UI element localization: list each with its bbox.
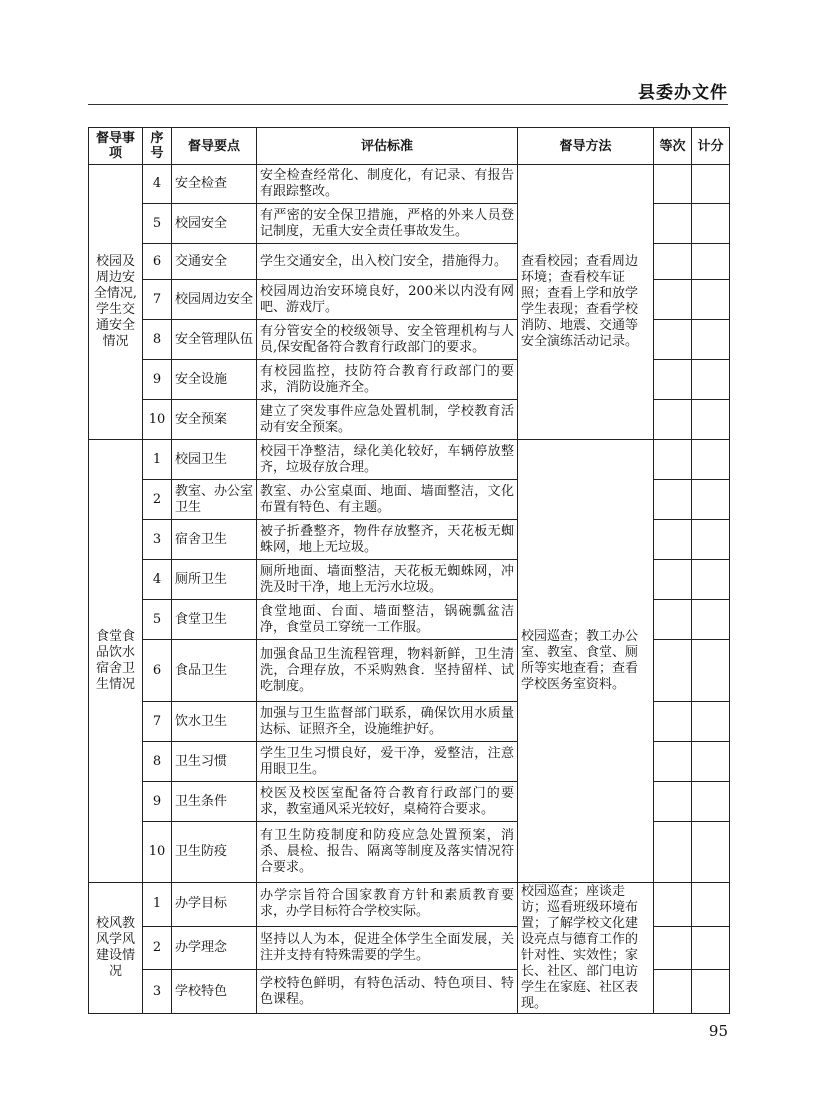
row-standard: 建立了突发事件应急处置机制，学校教育活动有安全预案。 bbox=[257, 400, 518, 440]
score-cell bbox=[692, 244, 730, 280]
row-point: 教室、办公室卫生 bbox=[172, 480, 257, 520]
row-point: 安全管理队伍 bbox=[172, 320, 257, 360]
row-standard: 被子折叠整齐，物件存放整齐，天花板无蜘蛛网，地上无垃圾。 bbox=[257, 520, 518, 560]
score-cell bbox=[692, 165, 730, 204]
score-cell bbox=[692, 280, 730, 320]
grade-cell bbox=[654, 204, 692, 244]
row-point: 食品卫生 bbox=[172, 640, 257, 702]
score-cell bbox=[692, 640, 730, 702]
score-cell bbox=[692, 702, 730, 742]
score-cell bbox=[692, 480, 730, 520]
category-cell: 校园及周边安全情况,学生交通安全情况 bbox=[89, 165, 143, 440]
method-cell: 查看校园；查看周边环境；查看校车证照；查看上学和放学学生表现；查看学校消防、地震、交通等安全演练活动记录。 bbox=[518, 165, 654, 440]
row-number: 1 bbox=[143, 883, 172, 927]
col-header-category: 督导事项 bbox=[89, 128, 143, 165]
document-header-title: 县委办文件 bbox=[638, 83, 728, 103]
row-number: 9 bbox=[143, 782, 172, 822]
table-header-row bbox=[89, 128, 730, 165]
col-header-method: 督导方法 bbox=[518, 128, 654, 165]
row-point: 卫生条件 bbox=[172, 782, 257, 822]
row-number: 7 bbox=[143, 702, 172, 742]
row-point: 卫生防疫 bbox=[172, 822, 257, 883]
row-point: 宿舍卫生 bbox=[172, 520, 257, 560]
method-cell: 校园巡查；教工办公室、教室、食堂、厕所等实地查看；查看学校医务室资料。 bbox=[518, 440, 654, 883]
row-point: 食堂卫生 bbox=[172, 600, 257, 640]
row-number: 3 bbox=[143, 970, 172, 1014]
category-cell: 校风教风学风建设情况 bbox=[89, 883, 143, 1014]
row-point: 校园周边安全 bbox=[172, 280, 257, 320]
row-number: 4 bbox=[143, 560, 172, 600]
row-number: 6 bbox=[143, 640, 172, 702]
grade-cell bbox=[654, 480, 692, 520]
grade-cell bbox=[654, 440, 692, 480]
col-header-point: 督导要点 bbox=[172, 128, 257, 165]
row-number: 9 bbox=[143, 360, 172, 400]
score-cell bbox=[692, 883, 730, 927]
row-point: 卫生习惯 bbox=[172, 742, 257, 782]
col-header-score: 计分 bbox=[692, 128, 730, 165]
row-number: 3 bbox=[143, 520, 172, 560]
score-cell bbox=[692, 822, 730, 883]
method-cell: 校园巡查；座谈走访；巡看班级环境布置；了解学校文化建设亮点与德育工作的针对性、实效性；家长、社区、部门电访学生在家庭、社区表现。 bbox=[518, 883, 654, 1014]
category-cell: 食堂食品饮水宿舍卫生情况 bbox=[89, 440, 143, 883]
header-rule bbox=[88, 104, 728, 105]
row-number: 10 bbox=[143, 400, 172, 440]
grade-cell bbox=[654, 400, 692, 440]
row-point: 安全预案 bbox=[172, 400, 257, 440]
row-number: 8 bbox=[143, 320, 172, 360]
row-number: 2 bbox=[143, 926, 172, 970]
grade-cell bbox=[654, 520, 692, 560]
row-number: 5 bbox=[143, 204, 172, 244]
row-point: 安全设施 bbox=[172, 360, 257, 400]
score-cell bbox=[692, 926, 730, 970]
row-standard: 食堂地面、台面、墙面整洁，锅碗瓢盆洁净，食堂员工穿统一工作服。 bbox=[257, 600, 518, 640]
score-cell bbox=[692, 970, 730, 1014]
row-standard: 校医及校医室配备符合教育行政部门的要求，教室通风采光较好，桌椅符合要求。 bbox=[257, 782, 518, 822]
table-row bbox=[89, 440, 730, 480]
row-standard: 有卫生防疫制度和防疫应急处置预案，消杀、晨检、报告、隔离等制度及落实情况符合要求。 bbox=[257, 822, 518, 883]
row-number: 8 bbox=[143, 742, 172, 782]
grade-cell bbox=[654, 822, 692, 883]
grade-cell bbox=[654, 165, 692, 204]
row-point: 办学理念 bbox=[172, 926, 257, 970]
row-point: 办学目标 bbox=[172, 883, 257, 927]
row-point: 校园卫生 bbox=[172, 440, 257, 480]
page-number: 95 bbox=[708, 1022, 728, 1040]
row-standard: 校园干净整洁，绿化美化较好，车辆停放整齐，垃圾存放合理。 bbox=[257, 440, 518, 480]
row-point: 校园安全 bbox=[172, 204, 257, 244]
score-cell bbox=[692, 742, 730, 782]
row-point: 交通安全 bbox=[172, 244, 257, 280]
row-standard: 校园周边治安环境良好，200米以内没有网吧、游戏厅。 bbox=[257, 280, 518, 320]
row-number: 4 bbox=[143, 165, 172, 204]
row-standard: 加强食品卫生流程管理，物料新鲜，卫生清洗，合理存放，不采购熟食．坚持留样、试吃制度。 bbox=[257, 640, 518, 702]
grade-cell bbox=[654, 702, 692, 742]
row-point: 饮水卫生 bbox=[172, 702, 257, 742]
col-header-grade: 等次 bbox=[654, 128, 692, 165]
grade-cell bbox=[654, 320, 692, 360]
row-number: 5 bbox=[143, 600, 172, 640]
row-standard: 厕所地面、墙面整洁，天花板无蜘蛛网，冲洗及时干净，地上无污水垃圾。 bbox=[257, 560, 518, 600]
evaluation-table bbox=[88, 127, 730, 1014]
col-header-no: 序号 bbox=[143, 128, 172, 165]
row-number: 1 bbox=[143, 440, 172, 480]
row-standard: 办学宗旨符合国家教育方针和素质教育要求，办学目标符合学校实际。 bbox=[257, 883, 518, 927]
score-cell bbox=[692, 560, 730, 600]
grade-cell bbox=[654, 742, 692, 782]
row-standard: 学生卫生习惯良好，爱干净，爱整洁，注意用眼卫生。 bbox=[257, 742, 518, 782]
col-header-standard: 评估标准 bbox=[257, 128, 518, 165]
row-standard: 加强与卫生监督部门联系，确保饮用水质量达标、证照齐全，设施维护好。 bbox=[257, 702, 518, 742]
score-cell bbox=[692, 360, 730, 400]
row-standard: 安全检查经常化、制度化，有记录、有报告有跟踪整改。 bbox=[257, 165, 518, 204]
score-cell bbox=[692, 520, 730, 560]
score-cell bbox=[692, 600, 730, 640]
row-standard: 有分管安全的校级领导、安全管理机构与人员,保安配备符合教育行政部门的要求。 bbox=[257, 320, 518, 360]
row-point: 厕所卫生 bbox=[172, 560, 257, 600]
grade-cell bbox=[654, 360, 692, 400]
grade-cell bbox=[654, 970, 692, 1014]
row-standard: 学校特色鲜明，有特色活动、特色项目、特色课程。 bbox=[257, 970, 518, 1014]
row-standard: 教室、办公室桌面、地面、墙面整洁，文化布置有特色、有主题。 bbox=[257, 480, 518, 520]
row-point: 学校特色 bbox=[172, 970, 257, 1014]
row-standard: 有严密的安全保卫措施，严格的外来人员登记制度，无重大安全责任事故发生。 bbox=[257, 204, 518, 244]
grade-cell bbox=[654, 244, 692, 280]
grade-cell bbox=[654, 600, 692, 640]
table-row bbox=[89, 883, 730, 927]
grade-cell bbox=[654, 926, 692, 970]
row-standard: 有校园监控，技防符合教育行政部门的要求，消防设施齐全。 bbox=[257, 360, 518, 400]
grade-cell bbox=[654, 560, 692, 600]
grade-cell bbox=[654, 782, 692, 822]
score-cell bbox=[692, 204, 730, 244]
score-cell bbox=[692, 782, 730, 822]
row-number: 6 bbox=[143, 244, 172, 280]
row-number: 2 bbox=[143, 480, 172, 520]
score-cell bbox=[692, 320, 730, 360]
table-row bbox=[89, 165, 730, 204]
grade-cell bbox=[654, 883, 692, 927]
score-cell bbox=[692, 440, 730, 480]
row-point: 安全检查 bbox=[172, 165, 257, 204]
row-number: 7 bbox=[143, 280, 172, 320]
row-standard: 坚持以人为本，促进全体学生全面发展，关注并支持有特殊需要的学生。 bbox=[257, 926, 518, 970]
grade-cell bbox=[654, 280, 692, 320]
grade-cell bbox=[654, 640, 692, 702]
row-standard: 学生交通安全，出入校门安全，措施得力。 bbox=[257, 244, 518, 280]
score-cell bbox=[692, 400, 730, 440]
row-number: 10 bbox=[143, 822, 172, 883]
